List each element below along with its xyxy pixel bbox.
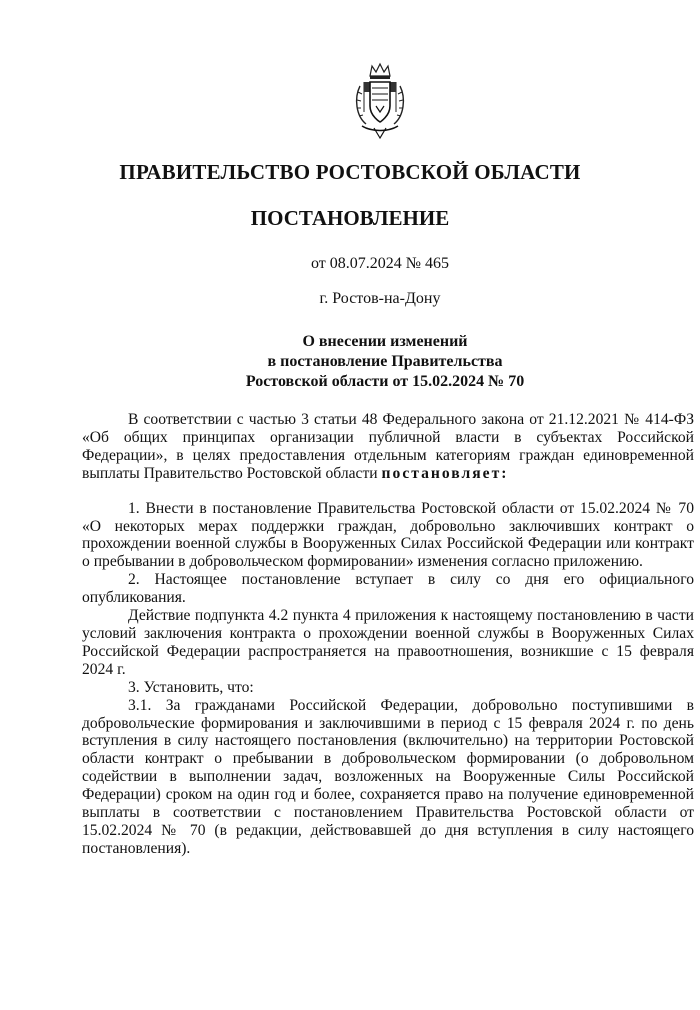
subject-line-1: О внесении изменений (302, 333, 468, 350)
resolves-word: постановляет: (381, 464, 509, 482)
document-city: г. Ростов-на-Дону (319, 290, 441, 307)
document-subject (0, 332, 700, 392)
item-3-1-paragraph: 3.1. За гражданами Российской Федерации, добровольно поступившими в добровольческие формирования и заключившими в период с 15 февраля 2024 г. по день вступления в силу настоящего постановления (включительно) на территории Ростовской области контракт о пребывании в добровольческом формировании (о добровольном содействии в выполнении задач, возложенных на Вооруженные Силы Российской Федерации) сроком на один год и более, сохраняется право на получение единовременной выплаты в соответствии с постановлением Правительства Ростовской области от 15.02.2024 № 70 (в редакции, действовавшей до дня вступления в силу настоящего постановления). (82, 696, 694, 857)
preamble-paragraph (82, 411, 694, 483)
document-date-number: от 08.07.2024 № 465 (310, 255, 450, 272)
item-2-extra-paragraph: Действие подпункта 4.2 пункта 4 приложения к настоящему постановлению в части условий заключения контракта о прохождении военной службы в Вооруженных Силах Российской Федерации распространяется на правоотношения, возникшие с 15 февраля 2024 г. (82, 607, 694, 678)
document-type: ПОСТАНОВЛЕНИЕ (250, 206, 450, 230)
organization-title: ПРАВИТЕЛЬСТВО РОСТОВСКОЙ ОБЛАСТИ (119, 160, 581, 184)
item-2-paragraph: 2. Настоящее постановление вступает в силу со дня его официального опубликования. (82, 571, 694, 607)
preamble-text: В соответствии с частью 3 статьи 48 Федерального закона от 21.12.2021 № 414-ФЗ «Об общих принципах организации публичной власти в субъектах Российской Федерации», в целях предоставления отдельным категориям граждан единовременной выплаты Правительство Ростовской области (82, 411, 694, 482)
subject-line-2: в постановление Правительства (267, 353, 503, 370)
coat-of-arms-icon (352, 62, 408, 140)
subject-line-3: Ростовской области от 15.02.2024 № 70 (245, 373, 525, 390)
item-1-paragraph: 1. Внести в постановление Правительства Ростовской области от 15.02.2024 № 70 «О некоторых мерах поддержки граждан, добровольно заключивших контракт о прохождении военной службы в Вооруженных Силах Российской Федерации или контракт о пребывании в добровольческом формировании» изменения согласно приложению. (82, 499, 694, 571)
document-body (82, 411, 694, 858)
item-3-paragraph: 3. Установить, что: (128, 678, 254, 696)
